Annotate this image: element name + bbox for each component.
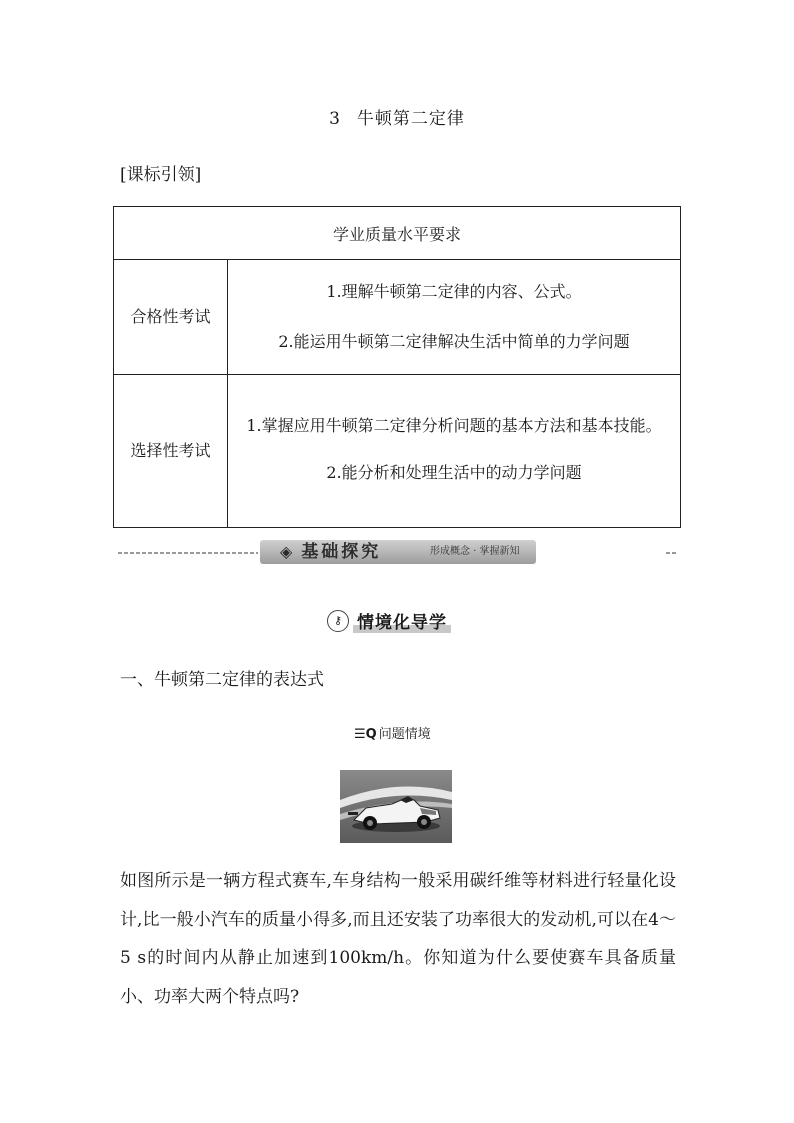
banner-rule-right <box>666 552 676 554</box>
row-label-qualification: 合格性考试 <box>114 260 228 375</box>
key-icon: ⚷ <box>327 610 349 632</box>
table-row <box>114 260 681 375</box>
requirement-item: 1.理解牛顿第二定律的内容、公式。 <box>326 282 582 301</box>
race-car-photo <box>340 770 452 843</box>
banner-label: ◈ 基础探究 <box>280 542 382 562</box>
race-car-illustration <box>340 770 452 843</box>
table-row <box>114 375 681 528</box>
requirements-table <box>113 206 681 528</box>
section-banner <box>118 538 676 566</box>
requirement-item: 2.能分析和处理生活中的动力学问题 <box>326 463 582 482</box>
requirement-item: 1.掌握应用牛顿第二定律分析问题的基本方法和基本技能。 <box>246 416 662 435</box>
page-title <box>0 104 794 129</box>
requirements-table-header: 学业质量水平要求 <box>114 207 681 260</box>
curriculum-tag: [课标引领] <box>120 165 202 185</box>
section-title: 牛顿第二定律 <box>356 109 465 129</box>
section-number: 3 <box>329 109 341 129</box>
problem-paragraph: 如图所示是一辆方程式赛车,车身结构一般采用碳纤维等材料进行轻量化设计,比一般小汽车的质量小得多,而且还安装了功率很大的发动机,可以在4～5 s的时间内从静止加速到100km/h。你知道为什么要使赛车具备质量小、功率大两个特点吗? <box>120 871 676 1007</box>
row-label-selective: 选择性考试 <box>114 375 228 528</box>
row-content-selective <box>228 375 681 528</box>
banner-sublabel: 形成概念 · 掌握新知 <box>430 546 520 557</box>
magnifier-icon: ☰Q <box>354 727 377 742</box>
requirement-item: 2.能运用牛顿第二定律解决生活中简单的力学问题 <box>278 332 630 351</box>
subsection-title: 一、牛顿第二定律的表达式 <box>120 670 324 690</box>
guide-heading <box>327 608 451 634</box>
guide-label: 情境化导学 <box>353 613 451 633</box>
row-content-qualification <box>228 260 681 375</box>
layers-icon: ◈ <box>280 542 296 561</box>
problem-context-label: ☰Q 问题情境 <box>354 727 431 742</box>
banner-rule-left <box>118 552 258 554</box>
